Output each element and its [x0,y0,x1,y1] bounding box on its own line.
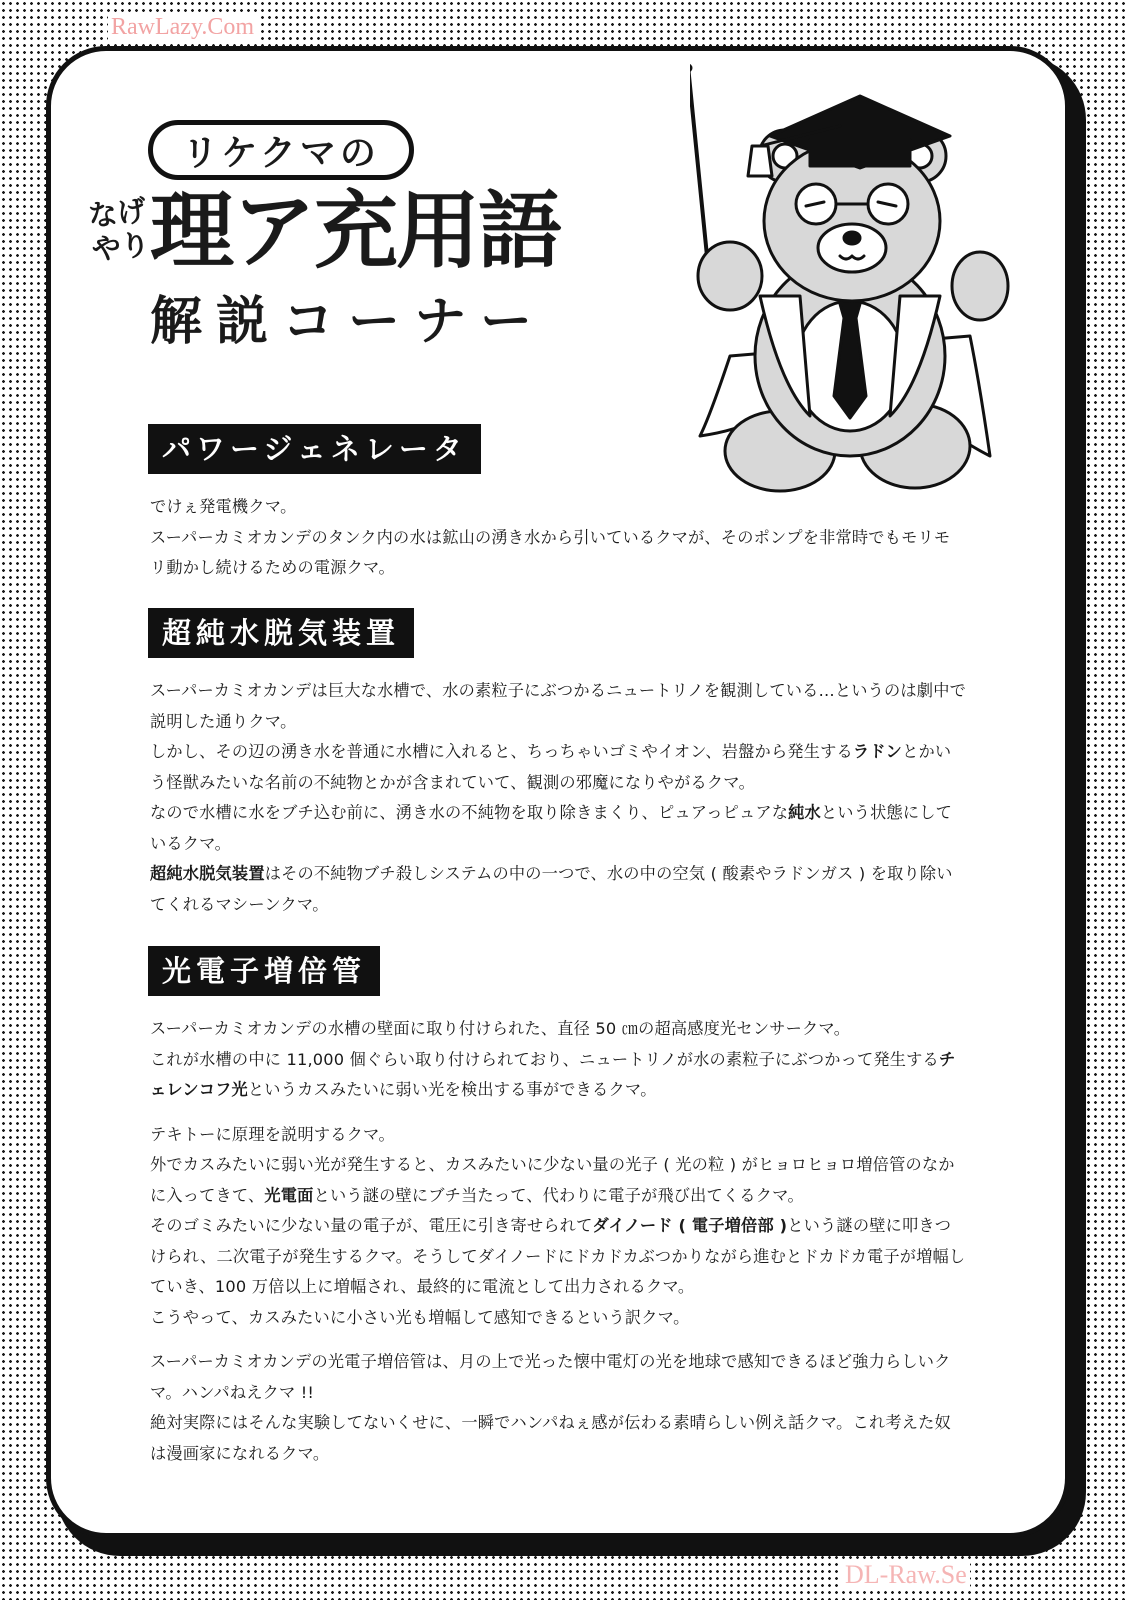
paragraph: スーパーカミオカンデの水槽の壁面に取り付けられた、直径 50 ㎝の超高感度光センサークマ。 [150,1019,851,1038]
page-title: 理ア充用語 [150,182,561,280]
paragraph: スーパーカミオカンデの光電子増倍管は、月の上で光った懐中電灯の光を地球で感知できるほど強力らしいクマ。ハンパねえクマ !! [150,1352,951,1402]
section-body-degassing [150,676,966,920]
paragraph: こうやって、カスみたいに小さい光も増幅して感知できるという訳クマ。 [150,1307,690,1327]
paragraph: スーパーカミオカンデのタンク内の水は鉱山の湧き水から引いているクマが、そのポンプを非常時でもモリモリ動かし続けるための電源クマ。 [150,527,951,577]
paragraph: でけぇ発電機クマ。 [150,497,297,516]
paragraph: 外でカスみたいに弱い光が発生すると、カスみたいに少ない量の光子 ( 光の粒 ) がヒョロヒョロ増倍管のなかに入ってきて、光電面という謎の壁にブチ当たって、代わりに電子が飛び出てくるクマ。 [150,1155,955,1205]
section-body-photomultiplier [150,1014,966,1469]
section-heading-degassing: 超純水脱気装置 [148,608,414,658]
paragraph: なので水槽に水をブチ込む前に、湧き水の不純物を取り除きまくり、ピュアっピュアな純水という状態にしているクマ。 [150,803,953,853]
section-heading-power-generator: パワージェネレータ [148,424,481,474]
paragraph: そのゴミみたいに少ない量の電子が、電圧に引き寄せられてダイノード ( 電子増倍部 )という謎の壁に叩きつけられ、二次電子が発生するクマ。そうしてダイノードにドカドカぶつかりながら進むとドカドカ電子が増幅していき、100 万倍以上に増幅され、最終的に電流として出力されるクマ。 [150,1216,966,1296]
paragraph: スーパーカミオカンデは巨大な水槽で、水の素粒子にぶつかるニュートリノを観測している…というのは劇中で説明した通りクマ。 [150,681,966,731]
paragraph: これが水槽の中に 11,000 個ぐらい取り付けられており、ニュートリノが水の素粒子にぶつかって発生するチェレンコフ光というカスみたいに弱い光を検出する事ができるクマ。 [150,1049,956,1099]
watermark-top: RawLazy.Com [108,14,257,41]
paragraph: 超純水脱気装置はその不純物ブチ殺しシステムの中の一つで、水の中の空気 ( 酸素やラドンガス ) を取り除いてくれるマシーンクマ。 [150,864,953,914]
watermark-bottom: DL-Raw.Se [842,1560,970,1590]
page-subtitle: 解説コーナー [150,292,547,352]
paragraph: しかし、その辺の湧き水を普通に水槽に入れると、ちっちゃいゴミやイオン、岩盤から発生するラドンとかいう怪獣みたいな名前の不純物とかが含まれていて、観測の邪魔になりやがるクマ。 [150,742,952,792]
section-body-power-generator [150,492,966,584]
paragraph: テキトーに原理を説明するクマ。 [150,1124,395,1144]
bear-mascot-illustration [690,56,1010,496]
title-pill: リケクマの [148,120,414,180]
title-side-label: なげ やり [86,193,152,267]
section-heading-photomultiplier: 光電子増倍管 [148,946,380,996]
paragraph: 絶対実際にはそんな実験してないくせに、一瞬でハンパねぇ感が伝わる素晴らしい例え話クマ。これ考えた奴は漫画家になれるクマ。 [150,1413,951,1463]
